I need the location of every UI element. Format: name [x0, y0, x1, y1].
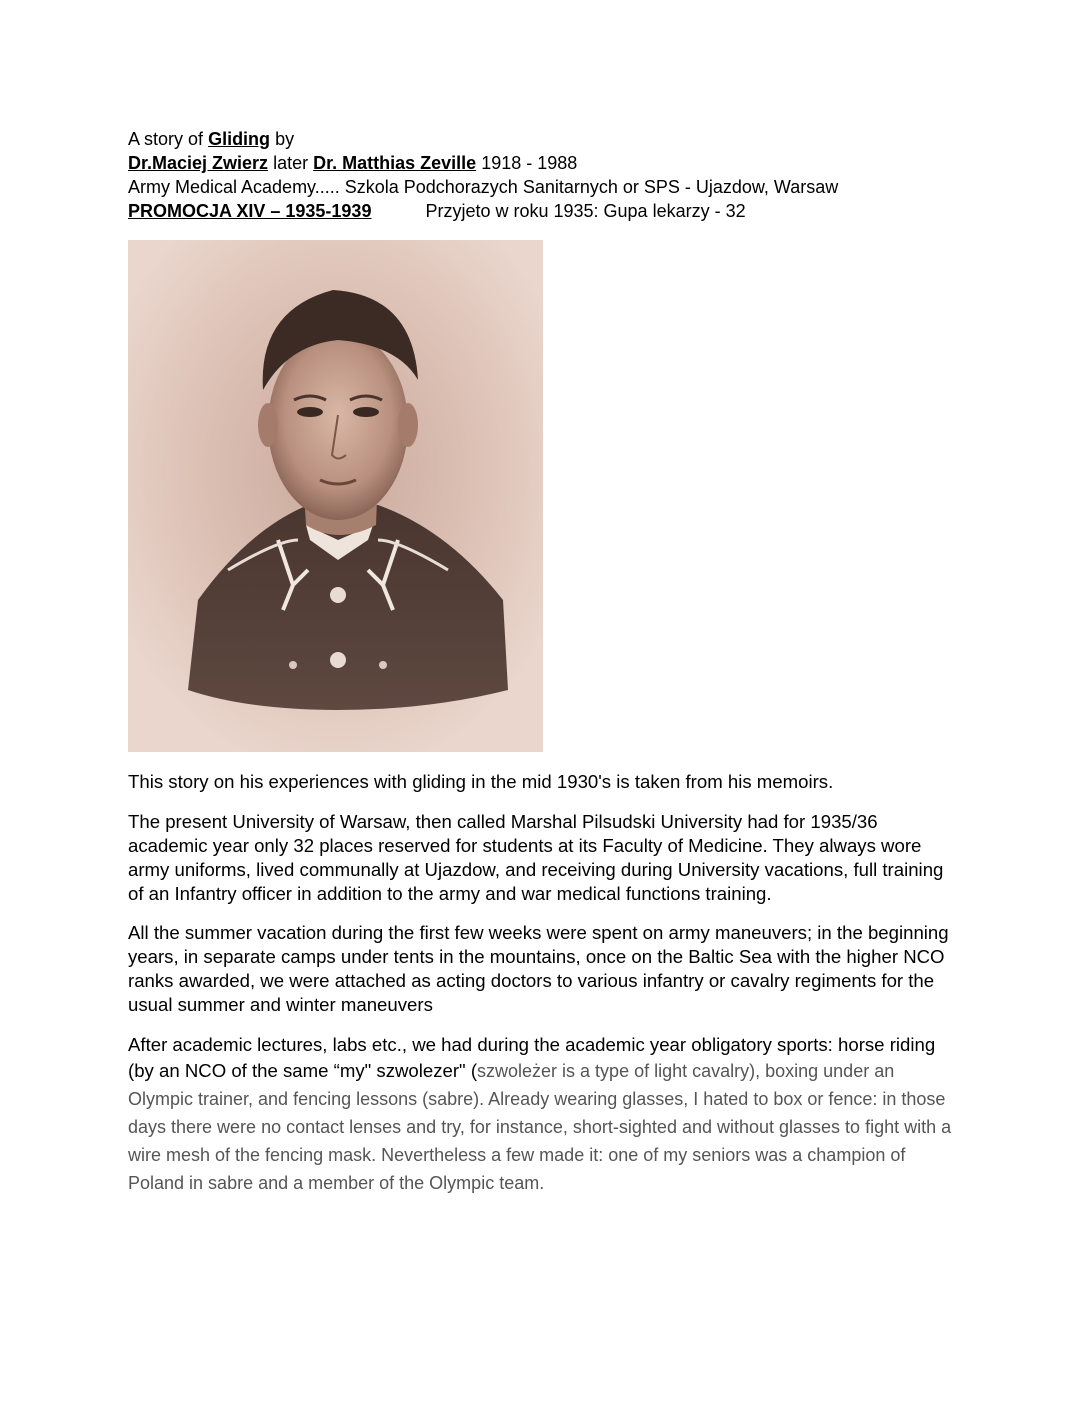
- promocja-line: [128, 199, 958, 223]
- paragraph-intro: This story on his experiences with gliding in the mid 1930's is taken from his memoirs.: [128, 771, 834, 792]
- author-years: 1918 - 1988: [481, 153, 578, 173]
- author-name-link[interactable]: Dr.Maciej Zwierz: [128, 153, 269, 173]
- academy-line: Army Medical Academy..... Szkola Podchorazych Sanitarnych or SPS - Ujazdow, Warsaw: [128, 177, 839, 197]
- sports-text-black: After academic lectures, labs etc., we had during the academic year obligatory sports: horse riding (by an NCO of the same “my" szwolezer" (: [128, 1034, 936, 1081]
- portrait-photo: [128, 240, 543, 752]
- paragraph-sports: [128, 1033, 958, 1197]
- paragraph-university: The present University of Warsaw, then called Marshal Pilsudski University had for 1935/36 academic year only 32 places reserved for students at its Faculty of Medicine. They always wore army uniforms, lived communally at Ujazdow, and receiving during University vacations, full training of an Infantry officer in addition to the army and war medical functions training.: [128, 811, 944, 904]
- author-later-name-link[interactable]: Dr. Matthias Zeville: [313, 153, 477, 173]
- title-suffix: by: [275, 129, 295, 149]
- title-prefix: A story of: [128, 129, 204, 149]
- paragraph-summer: All the summer vacation during the first few weeks were spent on army maneuvers; in the beginning years, in separate camps under tents in the mountains, once on the Baltic Sea with the higher NCO ranks awarded, we were attached as acting doctors to various infantry or cavalry regiments for the usual summer and winter maneuvers: [128, 922, 949, 1015]
- author-line: [128, 151, 958, 175]
- promocja-link[interactable]: PROMOCJA XIV – 1935-1939: [128, 201, 372, 221]
- przyjeto-text: Przyjeto w roku 1935: Gupa lekarzy - 32: [425, 201, 746, 221]
- document-header: [128, 127, 958, 223]
- gliding-link[interactable]: Gliding: [208, 129, 271, 149]
- later-text: later: [273, 153, 309, 173]
- title-line: [128, 127, 958, 151]
- sports-text-grey: szwoleżer is a type of light cavalry), boxing under an Olympic trainer, and fencing lessons (sabre). Already wearing glasses, I hated to box or fence: in those days there were no contact lenses and try, for instance, short-sighted and without glasses to fight with a wire mesh of the fencing mask. Nevertheless a few made it: one of my seniors was a champion of Poland in sabre and a member of the Olympic team.: [128, 1061, 952, 1193]
